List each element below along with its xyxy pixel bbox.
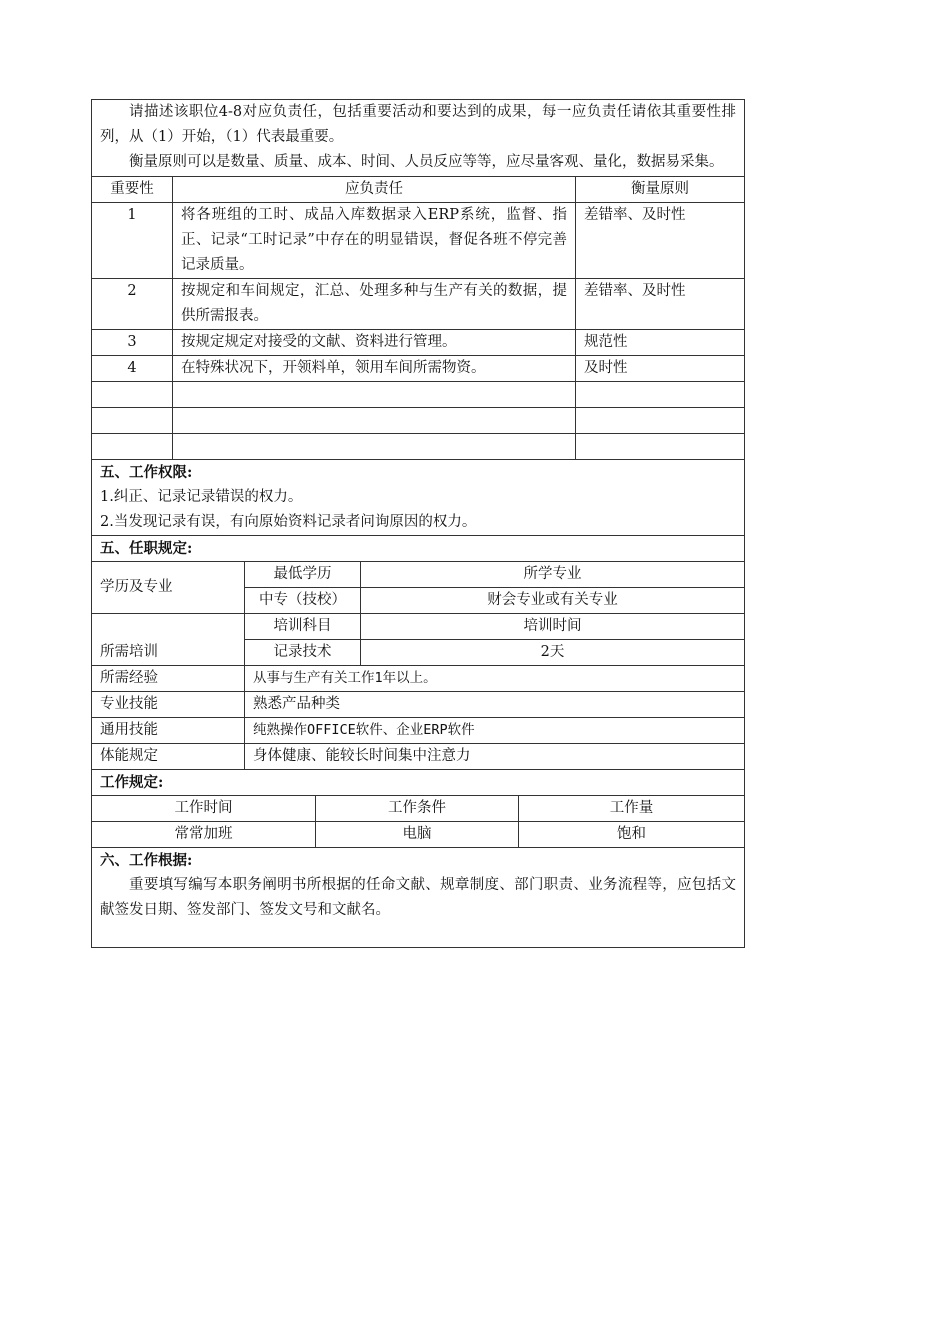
duties-table (91, 99, 745, 536)
duty-rank: 3 (92, 330, 173, 356)
experience-value: 从事与生产有关工作1年以上。 (245, 666, 745, 692)
major-value: 财会专业或有关专业 (361, 588, 745, 614)
intro-cell (92, 100, 745, 177)
physical-value: 身体健康、能较长时间集中注意力 (245, 744, 745, 770)
duty-rank: 1 (92, 203, 173, 279)
work-condition-value: 电脑 (316, 822, 519, 848)
pro-skill-label: 专业技能 (92, 692, 245, 718)
work-time-value: 常常加班 (92, 822, 316, 848)
basis-cell (92, 848, 745, 948)
pro-skill-value: 熟悉产品种类 (245, 692, 745, 718)
duty-text: 按规定和车间规定，汇总、处理多种与生产有关的数据，提供所需报表。 (173, 279, 576, 330)
authority-item: 1.纠正、记录记录错误的权力。 (100, 489, 303, 505)
intro-paragraph-1: 请描述该职位4-8对应负责任，包括重要活动和要达到的成果，每一应负责任请依其重要性排列，从（1）开始，（1）代表最重要。 (100, 104, 737, 145)
authority-title: 五、工作权限: (100, 464, 193, 481)
duty-text: 将各班组的工时、成品入库数据录入ERP系统，监督、指正、记录“工时记录”中存在的明显错误，督促各班不停完善记录质量。 (173, 203, 576, 279)
intro-paragraph-2: 衡量原则可以是数量、质量、成本、时间、人员反应等等，应尽量客观、量化，数据易采集。 (129, 154, 724, 170)
workload-header: 工作量 (519, 796, 745, 822)
training-subject: 记录技术 (245, 640, 361, 666)
qualification-title: 五、任职规定: (92, 536, 745, 562)
duty-measure: 差错率、及时性 (576, 279, 745, 330)
table-row (92, 330, 745, 356)
header-importance: 重要性 (92, 177, 173, 203)
work-condition-header: 工作条件 (316, 796, 519, 822)
duty-text: 按规定规定对接受的文献、资料进行管理。 (173, 330, 576, 356)
workload-value: 饱和 (519, 822, 745, 848)
training-subject-header: 培训科目 (245, 614, 361, 640)
qualification-table (91, 535, 745, 770)
duty-rank: 2 (92, 279, 173, 330)
empty-row (92, 382, 745, 408)
duty-measure: 差错率、及时性 (576, 203, 745, 279)
experience-label: 所需经验 (92, 666, 245, 692)
table-row (92, 279, 745, 330)
duty-measure: 规范性 (576, 330, 745, 356)
training-label: 所需培训 (92, 614, 245, 666)
header-measure: 衡量原则 (576, 177, 745, 203)
training-time-header: 培训时间 (361, 614, 745, 640)
work-requirements-table (91, 769, 745, 948)
table-row (92, 203, 745, 279)
duty-measure: 及时性 (576, 356, 745, 382)
general-skill-label: 通用技能 (92, 718, 245, 744)
empty-row (92, 408, 745, 434)
job-description-document (91, 99, 744, 948)
min-education-header: 最低学历 (245, 562, 361, 588)
basis-text: 重要填写编写本职务阐明书所根据的任命文献、规章制度、部门职责、业务流程等，应包括文献签发日期、签发部门、签发文号和文献名。 (100, 877, 737, 918)
authority-cell (92, 460, 745, 536)
basis-title: 六、工作根据: (100, 852, 193, 869)
general-skill-value: 纯熟操作OFFICE软件、企业ERP软件 (245, 718, 745, 744)
physical-label: 体能规定 (92, 744, 245, 770)
work-time-header: 工作时间 (92, 796, 316, 822)
empty-row (92, 434, 745, 460)
authority-item: 2.当发现记录有误，有向原始资料记录者问询原因的权力。 (100, 514, 477, 530)
table-row (92, 356, 745, 382)
work-req-title: 工作规定: (92, 770, 745, 796)
education-label: 学历及专业 (92, 562, 245, 614)
major-header: 所学专业 (361, 562, 745, 588)
training-time: 2天 (361, 640, 745, 666)
header-duty: 应负责任 (173, 177, 576, 203)
min-education-value: 中专（技校） (245, 588, 361, 614)
duty-rank: 4 (92, 356, 173, 382)
duty-text: 在特殊状况下，开领料单，领用车间所需物资。 (173, 356, 576, 382)
